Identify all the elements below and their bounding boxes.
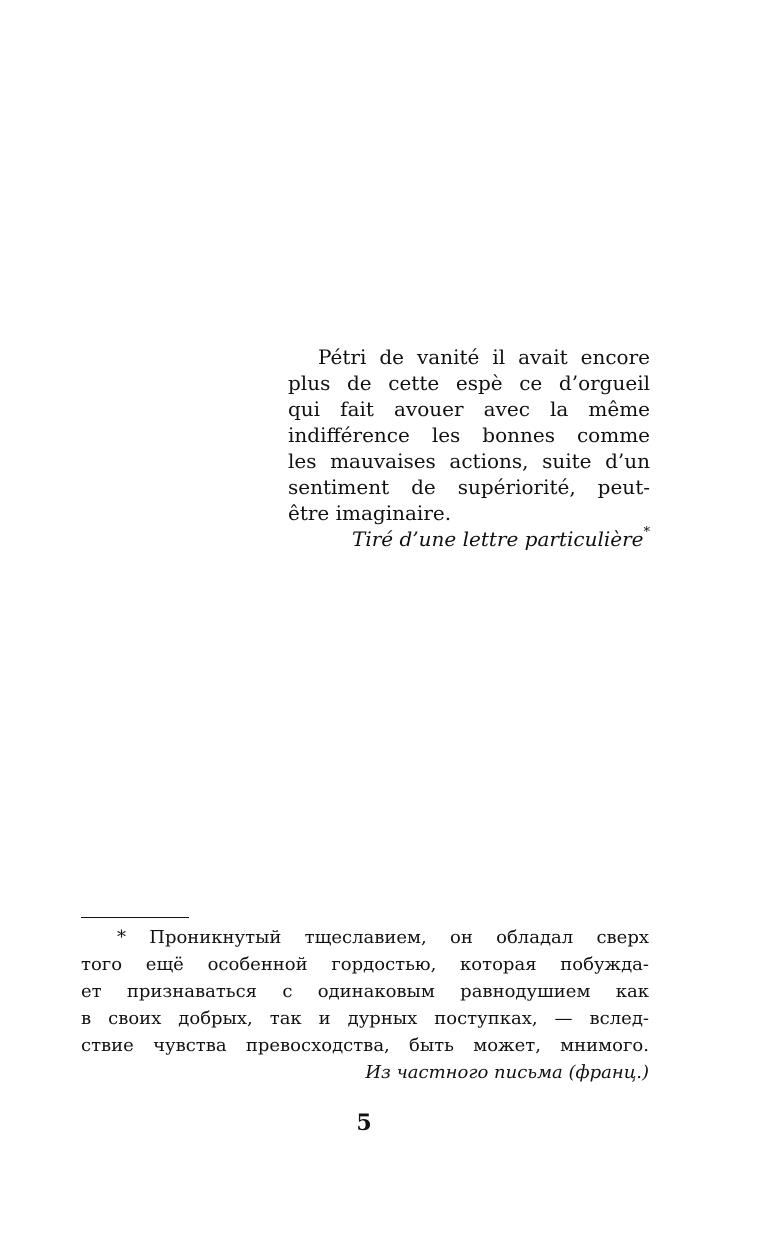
- epigraph-line: les mauvaises actions, suite d’un: [288, 449, 650, 473]
- epigraph-line: plus de cette espè ce d’orgueil: [288, 371, 650, 395]
- epigraph-source: [288, 526, 650, 552]
- footnote-rule: [81, 917, 189, 918]
- page-number: 5: [356, 1110, 372, 1136]
- footnote-source: Из частного письма (франц.): [365, 1062, 649, 1083]
- epigraph: [288, 344, 650, 552]
- footnote-line: ет признаваться с одинаковым равнодушием как: [81, 981, 649, 1002]
- epigraph-line: sentiment de supériorité, peut-: [288, 475, 650, 499]
- epigraph-source-text: Tiré d’une lettre particulière: [352, 527, 644, 551]
- epigraph-line: indifférence les bonnes comme: [288, 423, 650, 447]
- footnote: [81, 924, 649, 1086]
- footnote-line: того ещё особенной гордостью, которая побуждa-: [81, 954, 649, 975]
- epigraph-line: Pétri de vanité il avait encore: [318, 345, 650, 369]
- footnote-line: в своих добрых, так и дурных поступках, — вслед-: [81, 1008, 649, 1029]
- footnote-line: * Проникнутый тщеславием, он обладал сверх: [117, 927, 649, 948]
- footnote-line: ствие чувства превосходства, быть может, мнимого.: [81, 1035, 649, 1056]
- epigraph-line: qui fait avouer avec la même: [288, 397, 650, 421]
- epigraph-line: être imaginaire.: [288, 501, 452, 525]
- footnote-marker: *: [643, 525, 650, 540]
